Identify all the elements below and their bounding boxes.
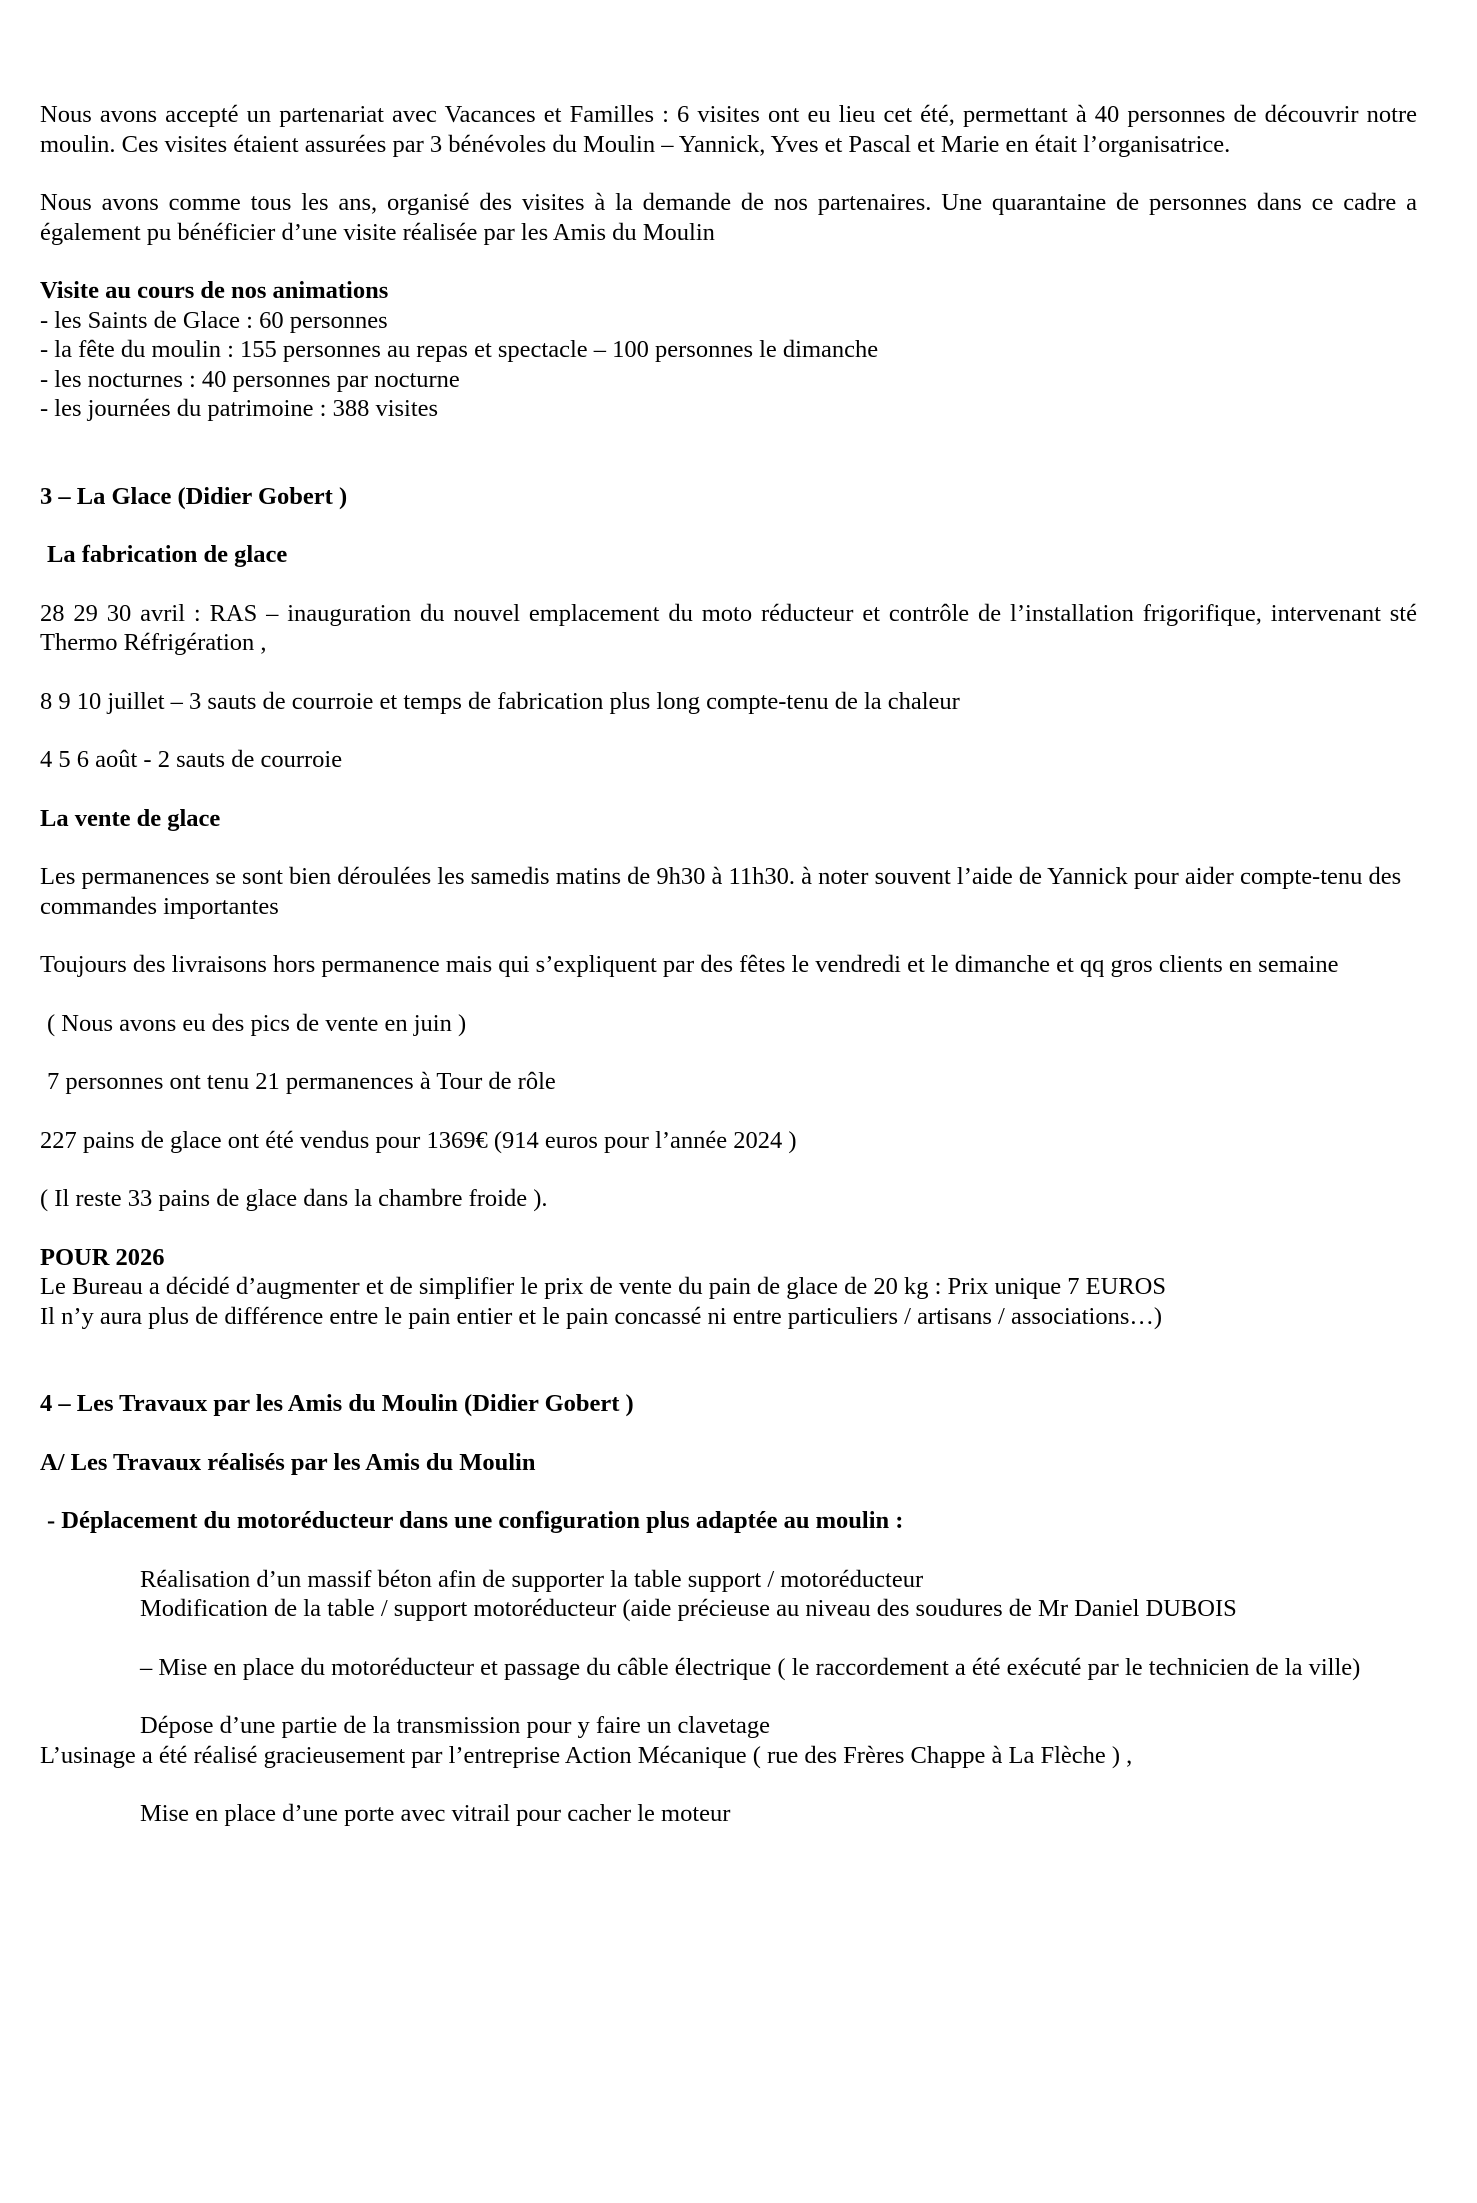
subheading-deplacement-motoreducteur xyxy=(40,1506,1417,1536)
paragraph-pains-vendus: 227 pains de glace ont été vendus pour 1369€ (914 euros pour l’année 2024 ) xyxy=(40,1126,797,1154)
paragraph-permanences: Les permanences se sont bien déroulées les samedis matins de 9h30 à 11h30. à noter souvent l’aide de Yannick pour aider compte-tenu des commandes importantes xyxy=(40,863,1402,920)
paragraph-difference-prix: Il n’y aura plus de différence entre le pain entier et le pain concassé ni entre particuliers / artisans / associations…) xyxy=(40,1302,1163,1330)
paragraph-partenariat: Nous avons accepté un partenariat avec Vacances et Familles : 6 visites ont eu lieu cet été, permettant à 40 personnes de découvrir notre moulin. Ces visites étaient assurées par 3 bénévoles du Moulin – Yannick, Yves et Pascal et Marie en était l’organisatrice. xyxy=(40,101,1417,158)
paragraph-porte-vitrail: Mise en place d’une porte avec vitrail pour cacher le moteur xyxy=(140,1800,731,1827)
paragraph-massif-beton: Réalisation d’un massif béton afin de supporter la table support / motoréducteur xyxy=(140,1565,924,1593)
list-item-journees-patrimoine: - les journées du patrimoine : 388 visites xyxy=(40,395,439,422)
paragraph-livraisons: Toujours des livraisons hors permanence mais qui s’expliquent par des fêtes le vendredi et le dimanche et qq gros clients en semaine xyxy=(40,951,1339,978)
paragraph-usinage: L’usinage a été réalisé gracieusement par l’entreprise Action Mécanique ( rue des Frères Chappe à La Flèche ) , xyxy=(40,1741,1133,1769)
heading-visites-animations: Visite au cours de nos animations xyxy=(40,277,389,304)
paragraph-personnes-permanences-text: 7 personnes ont tenu 21 permanences à Tour de rôle xyxy=(47,1068,556,1095)
paragraph-prix-2026: Le Bureau a décidé d’augmenter et de simplifier le prix de vente du pain de glace de 20 kg : Prix unique 7 EUROS xyxy=(40,1273,1166,1300)
section-title-glace: 3 – La Glace (Didier Gobert ) xyxy=(40,482,348,510)
section-title-travaux: 4 – Les Travaux par les Amis du Moulin (Didier Gobert ) xyxy=(40,1390,634,1417)
paragraph-fabrication-avril: 28 29 30 avril : RAS – inauguration du nouvel emplacement du moto réducteur et contrôle de l’installation frigorifique, intervenant sté Thermo Réfrigération , xyxy=(40,599,1417,656)
heading-pour-2026: POUR 2026 xyxy=(40,1243,165,1271)
subheading-fabrication xyxy=(40,540,1417,570)
list-item-saints-glace: - les Saints de Glace : 60 personnes xyxy=(40,306,388,334)
paragraph-personnes-permanences xyxy=(40,1067,1417,1097)
paragraph-fabrication-aout: 4 5 6 août - 2 sauts de courroie xyxy=(40,746,343,773)
list-item-fete-moulin: - la fête du moulin : 155 personnes au repas et spectacle – 100 personnes le dimanche xyxy=(40,336,879,363)
list-item-nocturnes: - les nocturnes : 40 personnes par nocturne xyxy=(40,365,460,393)
subheading-vente: La vente de glace xyxy=(40,804,221,832)
paragraph-pics-vente-text: ( Nous avons eu des pics de vente en juin ) xyxy=(47,1009,467,1037)
paragraph-visites-partenaires: Nous avons comme tous les ans, organisé des visites à la demande de nos partenaires. Une quarantaine de personnes dans ce cadre a également pu bénéficier d’une visite réalisée par les Amis du Moulin xyxy=(40,189,1417,246)
paragraph-stock-glace: ( Il reste 33 pains de glace dans la chambre froide ). xyxy=(40,1185,548,1212)
subheading-travaux-realises: A/ Les Travaux réalisés par les Amis du Moulin xyxy=(40,1448,536,1476)
subheading-fabrication-text: La fabrication de glace xyxy=(47,541,288,568)
subheading-deplacement-text: - Déplacement du motoréducteur dans une configuration plus adaptée au moulin : xyxy=(47,1507,904,1534)
paragraph-mise-en-place-motoreducteur: – Mise en place du motoréducteur et passage du câble électrique ( le raccordement a été exécuté par le technicien de la ville) xyxy=(140,1653,1361,1681)
paragraph-depose-transmission: Dépose d’une partie de la transmission pour y faire un clavetage xyxy=(140,1712,770,1739)
paragraph-pics-vente xyxy=(40,1009,1417,1039)
paragraph-modification-table: Modification de la table / support motoréducteur (aide précieuse au niveau des soudures de Mr Daniel DUBOIS xyxy=(140,1595,1237,1622)
paragraph-fabrication-juillet: 8 9 10 juillet – 3 sauts de courroie et temps de fabrication plus long compte-tenu de la chaleur xyxy=(40,687,960,715)
document-page xyxy=(40,100,1417,1829)
